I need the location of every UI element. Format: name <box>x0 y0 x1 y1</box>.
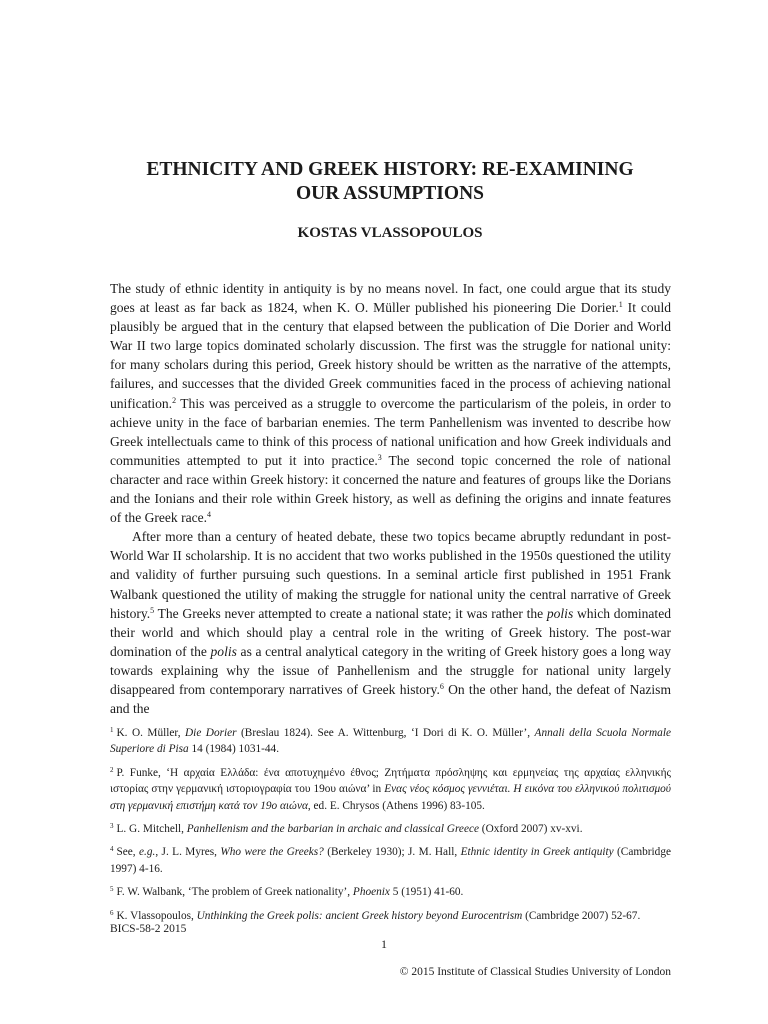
title-line-1: ETHNICITY AND GREEK HISTORY: RE-EXAMINING <box>146 159 634 180</box>
footnote-4: $^4$ See, e.g., J. L. Myres, Who were the Greeks? (Berkeley 1930); J. M. Hall, Ethnic identity in Greek antiquity (Cambridge 1997) 4-16. <box>110 845 671 875</box>
author-name: KOSTAS VLASSOPOULOS <box>297 225 483 241</box>
footnote-ref-3[interactable]: 3 <box>377 452 382 462</box>
footnote-3: $^3$ L. G. Mitchell, Panhellenism and the barbarian in archaic and classical Greece (Oxford 2007) xv-xvi. <box>110 822 583 836</box>
footnote-ref-6[interactable]: 6 <box>439 681 444 691</box>
footnote-2: $^2$ P. Funke, ‘Η αρχαία Ελλάδα: ένα αποτυχημένο έθνος; Ζητήματα πρόσληψης και ερμηνείας της αρχαίας ελληνικής ιστορίας στην γερμανική ιστοριογραφία του 19ου αιώνα’ in Ενας νέος κόσμος γεννιέται. Η εικόνα του ελληνικού πολιτισμού στη γερμανική επιστήμη κατά τον 19ο αιώνα, ed. E. Chrysos (Athens 1996) 83-105. <box>110 765 671 812</box>
article-body <box>110 279 671 718</box>
footnote-ref-4[interactable]: 4 <box>207 510 212 520</box>
article-title <box>100 158 680 206</box>
body-paragraph-2: After more than a century of heated debate, these two topics became abruptly redundant in post-World War II scholarship. It is no accident that two works published in the 1950s questioned the utility and validity of further pursuing such questions. In a seminal article first published in 1951 Frank Walbank questioned the utility of making the struggle for national unity the central narrative of Greek history.$^5$ The Greeks never attempted to create a national state; it was rather the polis which dominated their world and which should play a central role in the writing of Greek history. The post-war domination of the polis as a central analytical category in the writing of Greek history goes a long way towards explaining why the issue of Panhellenism and the struggle for national unity largely disappeared from contemporary narratives of Greek history.$^6$ On the other hand, the defeat of Nazism and the <box>110 529 671 717</box>
footnote-6: $^6$ K. Vlassopoulos, Unthinking the Greek polis: ancient Greek history beyond Eurocentrism (Cambridge 2007) 52-67. <box>110 908 641 922</box>
footnote-1: $^1$ K. O. Müller, Die Dorier (Breslau 1824). See A. Wittenburg, ‘I Dori di K. O. Müller’, Annali della Scuola Normale Superiore di Pisa 14 (1984) 1031-44. <box>110 726 671 756</box>
title-line-2: OUR ASSUMPTIONS <box>296 183 484 204</box>
footnotes <box>110 725 671 931</box>
footnote-ref-2[interactable]: 2 <box>172 395 177 405</box>
footnote-ref-5[interactable]: 5 <box>150 605 155 615</box>
footnote-ref-1[interactable]: 1 <box>618 300 623 310</box>
copyright-notice: © 2015 Institute of Classical Studies University of London <box>399 966 671 978</box>
body-paragraph-1: The study of ethnic identity in antiquity is by no means novel. In fact, one could argue that its study goes at least as far back as 1824, when K. O. Müller published his pioneering Die Dorier.$^1$ It could plausibly be argued that in the century that elapsed between the publication of Die Dorier and World War II two large topics dominated scholarly discussion. The first was the struggle for national unity: for many scholars during this period, Greek history should be written as the narrative of the attempts, failures, and successes that the divided Greek communities faced in the process of achieving national unification.$^2$ This was perceived as a struggle to overcome the particularism of the poleis, in order to achieve unity in the face of barbarian enemies. The term Panhellenism was invented to describe how Greek intellectuals came to think of this process of national unification and how Greek individuals and communities attempted to put it into practice.$^3$ The second topic concerned the role of national character and race within Greek history: it concerned the nature and features of groups like the Dorians and the Ionians and their role within Greek history, as well as defining the origins and innate features of the Greek race.$^4$ <box>110 281 671 526</box>
page-number: 1 <box>381 937 387 951</box>
footnote-5: $^5$ F. W. Walbank, ‘The problem of Greek nationality’, Phoenix 5 (1951) 41-60. <box>110 885 464 899</box>
journal-identifier: BICS-58-2 2015 <box>110 923 187 935</box>
